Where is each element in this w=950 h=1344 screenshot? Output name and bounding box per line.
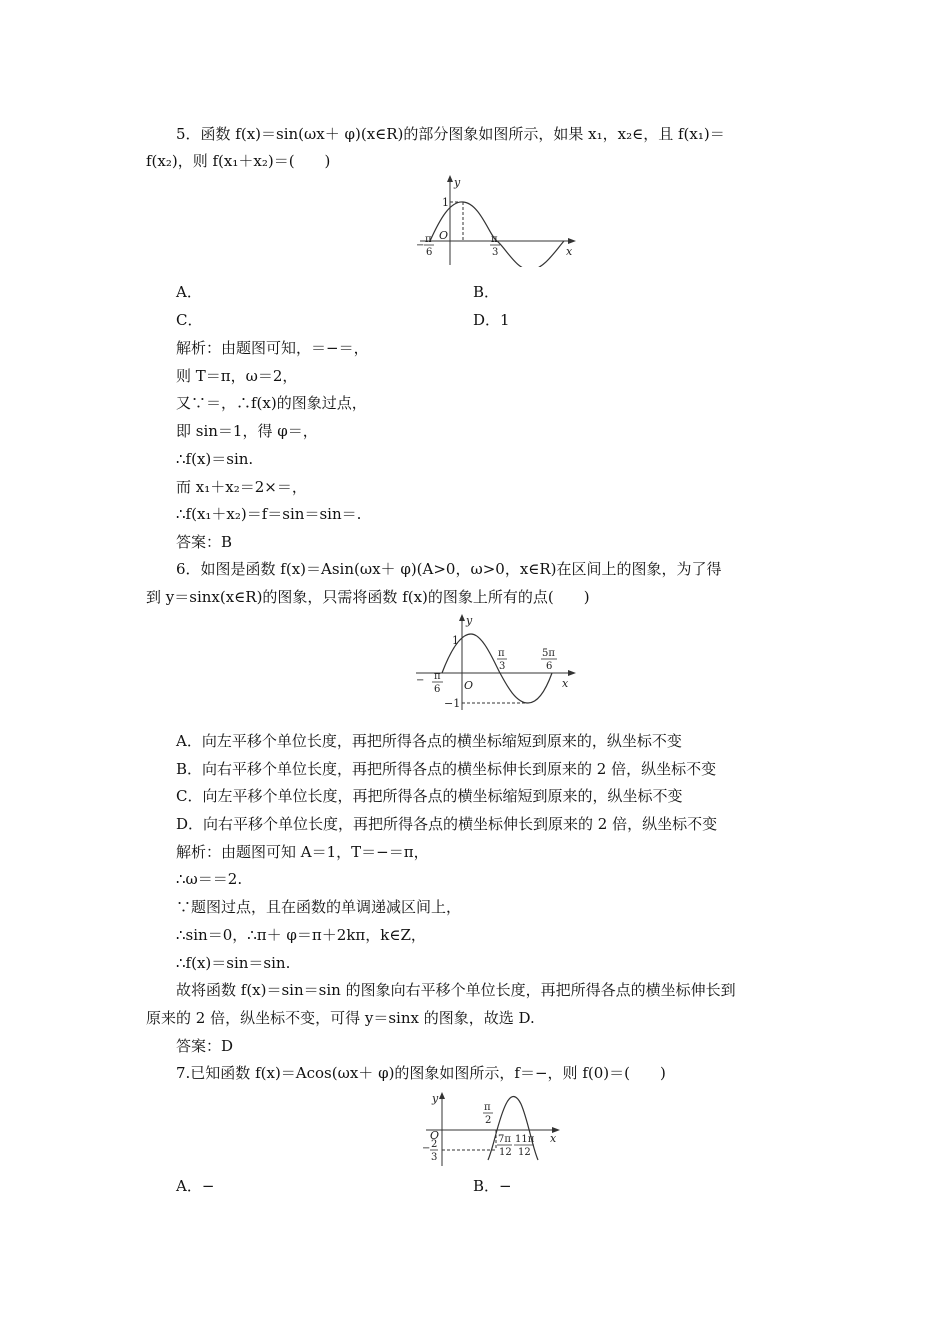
- p6-stem-line-2: 到 y＝sinx(x∈R)的图象，只需将函数 f(x)的图象上所有的点( ): [146, 588, 590, 606]
- p7-tick-a-den: 12: [499, 1147, 512, 1158]
- p6-option-d: D．向右平移个单位长度，再把所得各点的横坐标伸长到原来的 2 倍，纵坐标不变: [176, 815, 718, 833]
- p6-x-label: x: [562, 677, 569, 690]
- p6-x-arrow: [568, 670, 576, 676]
- p5-x-arrow: [568, 238, 576, 244]
- p6-origin: O: [464, 679, 474, 692]
- p5-solution-2: 则 T＝π，ω＝2，: [176, 367, 298, 385]
- p5-sine-figure: [410, 175, 580, 267]
- p6-tick-left-num: π: [434, 671, 441, 682]
- p7-option-b: B．−: [473, 1177, 512, 1195]
- p6-sine-figure: [410, 612, 580, 714]
- p6-answer: 答案：D: [176, 1037, 234, 1055]
- p6-tick-right-num: 5π: [542, 648, 555, 659]
- p5-tick-right-num: π: [491, 234, 498, 245]
- p5-tick-1: 1: [442, 196, 449, 209]
- p5-solution-6: 而 x₁＋x₂＝2×＝，: [176, 478, 307, 496]
- p6-option-c: C．向左平移个单位长度，再把所得各点的横坐标缩短到原来的，纵坐标不变: [176, 787, 683, 805]
- p6-solution-1: 解析：由题图可知 A＝1，T＝−＝π，: [176, 843, 429, 861]
- p6-option-a: A．向左平移个单位长度，再把所得各点的横坐标缩短到原来的，纵坐标不变: [176, 732, 682, 750]
- p5-solution-1: 解析：由题图可知，＝−＝，: [176, 339, 369, 357]
- p5-solution-3: 又∵＝，∴f(x)的图象过点，: [176, 394, 367, 412]
- p6-solution-4: ∴sin＝0，∴π＋ φ＝π＋2kπ，k∈Z，: [176, 926, 426, 944]
- p7-option-a: A．−: [176, 1177, 215, 1195]
- p6-tick-m1: −1: [444, 697, 461, 710]
- p6-tick-left-minus: −: [416, 675, 425, 686]
- p5-stem-line-1: 5．函数 f(x)＝sin(ωx＋ φ)(x∈R)的部分图象如图所示，如果 x₁，x₂∈，且 f(x₁)＝: [176, 125, 725, 143]
- p6-tick-left-den: 6: [434, 684, 441, 695]
- p7-y-arrow: [439, 1092, 445, 1099]
- p6-solution-2: ∴ω＝＝2.: [176, 870, 243, 888]
- p7-origin: O: [430, 1129, 440, 1142]
- p7-x-label: x: [550, 1132, 557, 1145]
- p5-y-arrow: [447, 175, 453, 182]
- p5-y-label: y: [454, 176, 461, 189]
- p5-tick-right-den: 3: [492, 247, 499, 258]
- p7-tick-b-den: 12: [518, 1147, 531, 1158]
- p6-option-b: B．向右平移个单位长度，再把所得各点的横坐标伸长到原来的 2 倍，纵坐标不变: [176, 760, 717, 778]
- p7-tick-pi2-num: π: [484, 1102, 491, 1113]
- p5-option-d: D．1: [473, 311, 510, 329]
- p5-x-label: x: [566, 245, 573, 258]
- p5-solution-7: ∴f(x₁＋x₂)＝f＝sin＝sin＝.: [176, 505, 362, 523]
- p6-stem-line-1: 6．如图是函数 f(x)＝Asin(ωx＋ φ)(A>0，ω>0，x∈R)在区间上的图象，为了得: [176, 560, 722, 578]
- p6-y-label: y: [466, 614, 473, 627]
- p6-tick-mid-num: π: [498, 648, 505, 659]
- p7-cosine-figure: [418, 1090, 568, 1170]
- p6-tick-mid-den: 3: [499, 661, 506, 672]
- p5-solution-5: ∴f(x)＝sin.: [176, 450, 254, 468]
- p5-stem-line-2: f(x₂)，则 f(x₁＋x₂)＝( ): [146, 152, 331, 170]
- p7-tick-b-num: 11π: [515, 1134, 535, 1145]
- p7-y-label: y: [432, 1092, 439, 1105]
- p6-tick-1: 1: [452, 634, 459, 647]
- p5-origin: O: [439, 229, 449, 242]
- p5-tick-left-den: 6: [426, 247, 433, 258]
- p7-tick-pi2-den: 2: [485, 1115, 492, 1126]
- p6-y-arrow: [459, 614, 465, 621]
- p6-solution-3: ∵题图过点，且在函数的单调递减区间上，: [176, 898, 462, 916]
- p6-tick-right-den: 6: [546, 661, 553, 672]
- p5-solution-4: 即 sin＝1，得 φ＝，: [176, 422, 318, 440]
- p6-solution-7: 原来的 2 倍，纵坐标不变，可得 y＝sinx 的图象，故选 D.: [146, 1009, 535, 1027]
- p7-tick-left-minus: −: [422, 1143, 431, 1154]
- p5-tick-left-minus: −: [416, 240, 425, 251]
- p5-option-c: C．: [176, 311, 203, 329]
- p5-answer: 答案：B: [176, 533, 233, 551]
- p5-option-b: B．: [473, 283, 500, 301]
- p7-tick-left-num: 2: [431, 1139, 438, 1150]
- p7-tick-a-num: 7π: [498, 1134, 511, 1145]
- p7-stem-line-1: 7.已知函数 f(x)＝Acos(ωx＋ φ)的图象如图所示，f＝−，则 f(0)＝( ): [176, 1064, 666, 1082]
- p5-tick-left-num: π: [425, 234, 432, 245]
- p7-tick-left-den: 3: [431, 1152, 438, 1163]
- p5-option-a: A．: [176, 283, 202, 301]
- p6-solution-6: 故将函数 f(x)＝sin＝sin 的图象向右平移个单位长度，再把所得各点的横坐标伸长到: [176, 981, 736, 999]
- p6-solution-5: ∴f(x)＝sin＝sin.: [176, 954, 291, 972]
